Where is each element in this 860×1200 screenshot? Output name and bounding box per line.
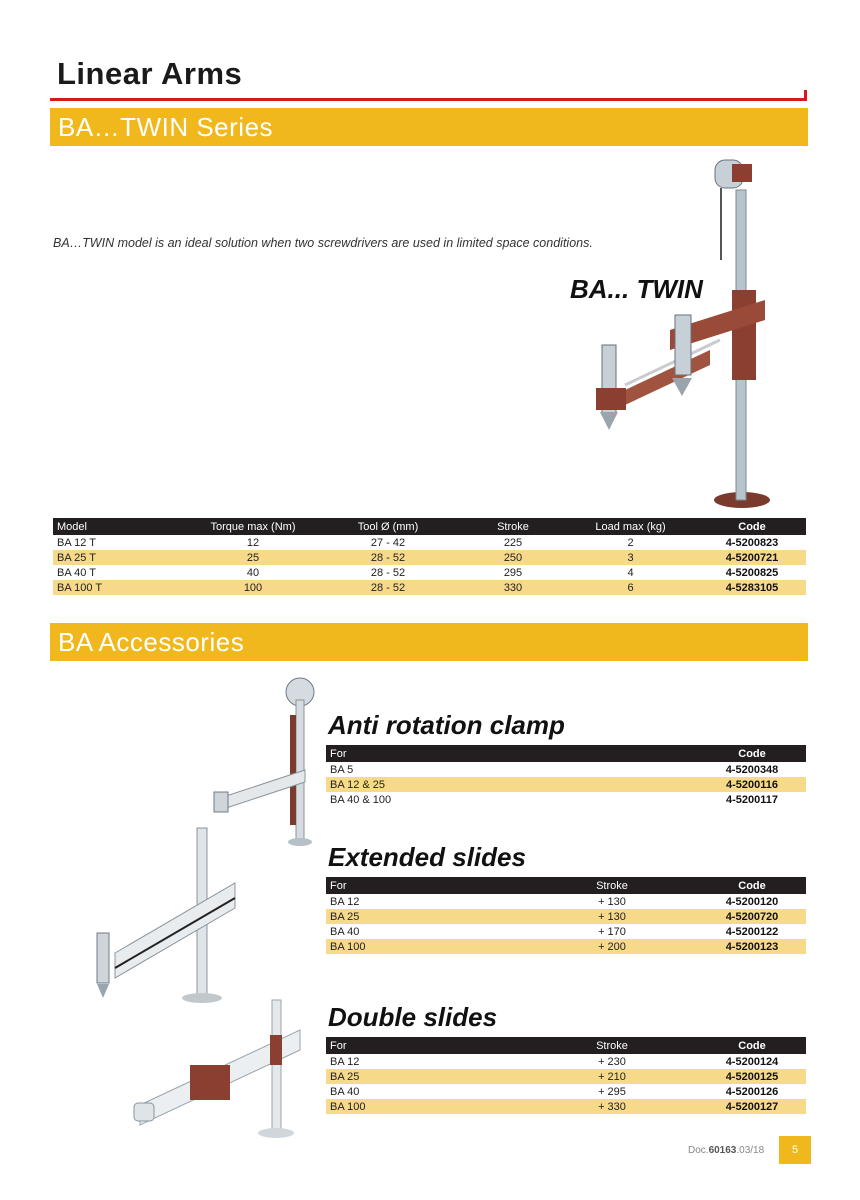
cell-torque: 40 <box>246 566 260 579</box>
column-header: Stroke <box>463 518 563 535</box>
cell-for: BA 40 & 100 <box>330 793 392 806</box>
cell-stroke: + 130 <box>526 909 698 924</box>
cell-code: 4-5200823 <box>725 536 779 549</box>
column-header: Torque max (Nm) <box>193 518 313 535</box>
column-header: For <box>326 745 698 762</box>
cell-stroke: + 295 <box>598 1085 626 1098</box>
table-row <box>326 894 806 909</box>
doc-reference <box>688 1145 764 1156</box>
cell-model: BA 40 T <box>57 566 96 579</box>
cell-code: 4-5200126 <box>725 1085 779 1098</box>
column-header: Code <box>698 745 806 762</box>
cell-for: BA 100 <box>326 1099 526 1114</box>
doc-number: 60163 <box>708 1145 737 1156</box>
cell-code: 4-5200825 <box>725 566 779 579</box>
cell-tool: 27 - 42 <box>370 536 406 549</box>
cell-torque: 25 <box>193 550 313 565</box>
cell-code: 4-5200122 <box>725 925 779 938</box>
cell-code: 4-5200127 <box>698 1099 806 1114</box>
table-row <box>326 1084 806 1099</box>
cell-stroke: + 130 <box>598 895 626 908</box>
table-row <box>326 762 806 777</box>
cell-stroke: + 170 <box>598 925 626 938</box>
intro-text: BA…TWIN model is an ideal solution when two screwdrivers are used in limited space conditions. <box>53 236 593 250</box>
cell-code: 4-5200348 <box>725 763 779 776</box>
page-number: 5 <box>779 1136 811 1164</box>
cell-for: BA 40 <box>330 1085 360 1098</box>
title-rule <box>50 98 806 101</box>
column-header: Code <box>698 877 806 894</box>
double-slides-illustration <box>130 995 305 1145</box>
cell-for: BA 12 <box>330 895 360 908</box>
table-row <box>53 565 806 580</box>
extended-slides-illustration <box>85 828 245 1008</box>
table-row <box>53 580 806 595</box>
cell-tool: 28 - 52 <box>313 550 463 565</box>
cell-stroke: 330 <box>463 580 563 595</box>
title-rule-end <box>804 90 807 101</box>
table-row <box>326 924 806 939</box>
section-title-extended-slides: Extended slides <box>328 842 526 872</box>
cell-stroke: + 330 <box>526 1099 698 1114</box>
section-title-double-slides: Double slides <box>328 1002 498 1032</box>
cell-code: 4-5200125 <box>698 1069 806 1084</box>
cell-tool: 28 - 52 <box>370 566 406 579</box>
cell-for: BA 25 <box>326 909 526 924</box>
cell-code: 4-5200720 <box>698 909 806 924</box>
cell-code: 4-5200124 <box>725 1055 779 1068</box>
cell-model: BA 25 T <box>53 550 193 565</box>
cell-stroke: 225 <box>503 536 523 549</box>
section-band-twin: BA…TWIN Series <box>50 108 808 146</box>
table-row <box>326 909 806 924</box>
column-header: Stroke <box>526 1037 698 1054</box>
cell-model: BA 100 T <box>53 580 193 595</box>
cell-code: 4-5283105 <box>698 580 806 595</box>
table-row <box>326 777 806 792</box>
cell-stroke: + 210 <box>526 1069 698 1084</box>
cell-load: 6 <box>563 580 698 595</box>
cell-for: BA 40 <box>330 925 360 938</box>
cell-stroke: 250 <box>463 550 563 565</box>
cell-stroke: 295 <box>503 566 523 579</box>
table-row <box>326 792 806 807</box>
page-title: Linear Arms <box>57 56 243 91</box>
cell-stroke: + 230 <box>598 1055 626 1068</box>
table-row <box>326 939 806 954</box>
cell-code: 4-5200117 <box>726 793 778 806</box>
table-header-row <box>326 877 806 894</box>
table-row <box>326 1099 806 1114</box>
table-row <box>326 1054 806 1069</box>
cell-for: BA 25 <box>326 1069 526 1084</box>
table-header-row <box>326 745 806 762</box>
cell-code: 4-5200123 <box>698 939 806 954</box>
cell-code: 4-5200120 <box>725 895 779 908</box>
cell-for: BA 12 & 25 <box>326 777 698 792</box>
cell-load: 4 <box>627 566 634 579</box>
cell-code: 4-5200116 <box>698 777 806 792</box>
cell-for: BA 100 <box>326 939 526 954</box>
product-label-twin: BA... TWIN <box>570 274 703 304</box>
cell-torque: 12 <box>246 536 260 549</box>
cell-load: 3 <box>563 550 698 565</box>
column-header: Stroke <box>526 877 698 894</box>
double-slides-table <box>326 1037 806 1114</box>
cell-tool: 28 - 52 <box>313 580 463 595</box>
doc-prefix: Doc. <box>688 1145 709 1156</box>
column-header: Load max (kg) <box>563 518 698 535</box>
section-title-anti-rotation: Anti rotation clamp <box>328 710 565 740</box>
cell-model: BA 12 T <box>57 536 96 549</box>
twin-table <box>53 518 806 595</box>
anti-rotation-table <box>326 745 806 807</box>
cell-load: 2 <box>627 536 634 549</box>
table-row <box>53 550 806 565</box>
column-header: Tool Ø (mm) <box>313 518 463 535</box>
column-header: Code <box>698 1037 806 1054</box>
extended-slides-table <box>326 877 806 954</box>
column-header: Code <box>698 518 806 535</box>
table-header-row <box>53 518 806 535</box>
cell-stroke: + 200 <box>526 939 698 954</box>
column-header: For <box>326 877 526 894</box>
cell-torque: 100 <box>193 580 313 595</box>
doc-suffix: .03/18 <box>736 1145 765 1156</box>
section-band-accessories: BA Accessories <box>50 623 808 661</box>
cell-for: BA 5 <box>330 763 354 776</box>
anti-rotation-clamp-illustration <box>210 670 330 850</box>
column-header: Model <box>53 518 193 535</box>
cell-code: 4-5200721 <box>698 550 806 565</box>
twin-arm-illustration <box>580 150 780 515</box>
table-header-row <box>326 1037 806 1054</box>
cell-for: BA 12 <box>330 1055 360 1068</box>
column-header: For <box>326 1037 526 1054</box>
table-row <box>53 535 806 550</box>
table-row <box>326 1069 806 1084</box>
